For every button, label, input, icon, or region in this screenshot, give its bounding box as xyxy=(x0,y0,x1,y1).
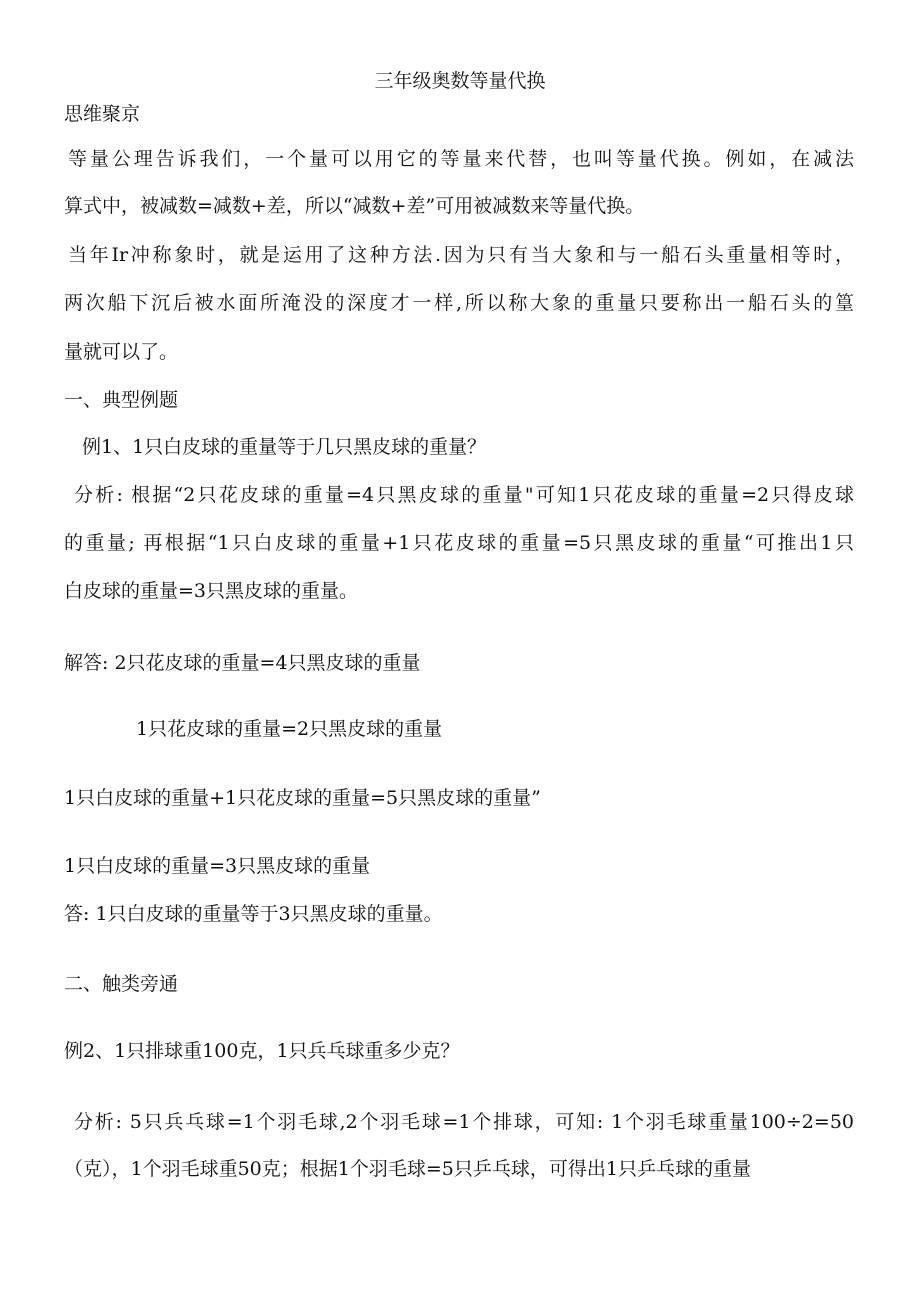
solution-step-1: 1只花皮球的重量=2只黑皮球的重量 xyxy=(136,718,443,740)
example-2-analysis-line-2: （克），1个羽毛球重50克；根据1个羽毛球=5只乒乓球，可得出1只乒乓球的重量 xyxy=(64,1158,751,1180)
intro-paragraph-1-line-1: 等量公理告诉我们，一个量可以用它的等量来代替，也叫等量代换。例如，在减法 xyxy=(68,148,854,170)
example-1-analysis-line-2: 的重量; 再根据“1只白皮球的重量+1只花皮球的重量=5只黑皮球的重量“可推出1只 xyxy=(64,532,854,554)
intro-paragraph-1-line-2: 算式中，被减数=减数+差，所以“减数+差”可用被减数来等量代换。 xyxy=(64,195,645,217)
intro-paragraph-2-line-2: 两次船下沉后被水面所淹没的深度才一样,所以称大象的重量只要称出一船石头的篁 xyxy=(64,292,854,314)
section-2-heading: 二、触类旁通 xyxy=(64,973,179,995)
intro-heading: 思维聚京 xyxy=(64,103,141,125)
solution-line-1 xyxy=(64,650,864,676)
example-1-analysis-line-3: 白皮球的重量=3只黑皮球的重量。 xyxy=(64,580,359,602)
solution-step-3: 1只白皮球的重量=3只黑皮球的重量 xyxy=(64,855,371,877)
solution-step-0: 2只花皮球的重量=4只黑皮球的重量 xyxy=(114,652,421,674)
example-1-question: 例1、1只白皮球的重量等于几只黑皮球的重量？ xyxy=(82,436,487,458)
intro-paragraph-2-line-1: 当年Ir冲称象时，就是运用了这种方法.因为只有当大象和与一船石头重量相等时， xyxy=(68,244,854,266)
page-title: 三年级奥数等量代换 xyxy=(374,70,546,92)
section-1-heading: 一、典型例题 xyxy=(64,389,179,411)
solution-step-2: 1只白皮球的重量+1只花皮球的重量=5只黑皮球的重量” xyxy=(64,787,541,809)
example-2-analysis-line-1: 分析: 5只兵乓球=1个羽毛球,2个羽毛球=1个排球，可知: 1个羽毛球重量100÷2=50 xyxy=(74,1111,854,1133)
example-2-question: 例2、1只排球重100克，1只兵乓球重多少克？ xyxy=(64,1040,460,1062)
solution-label: 解答: xyxy=(64,652,115,674)
example-1-analysis-line-1: 分析: 根据“2只花皮球的重量=4只黑皮球的重量"可知1只花皮球的重量=2只得皮球 xyxy=(74,484,854,506)
example-1-answer: 答: 1只白皮球的重量等于3只黑皮球的重量。 xyxy=(64,903,443,925)
intro-paragraph-2-line-3: 量就可以了。 xyxy=(64,341,179,363)
